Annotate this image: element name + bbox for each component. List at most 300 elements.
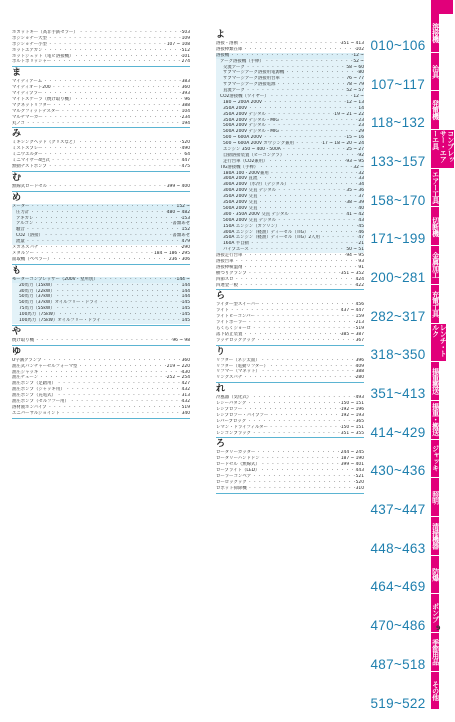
entry-page: 493 [355,395,364,401]
entry-term: リフマー（マネット） [216,369,260,375]
index-entry [12,164,190,170]
page-range-list [366,26,430,722]
dot-leader [101,318,182,324]
entry-page: 25 ~ 27 [346,147,364,153]
index-entry [216,486,364,492]
entry-page: 46 [358,229,364,235]
entry-page: 351 ~ 355 [340,430,364,436]
entry-term: U字溝クランプ [12,357,42,363]
entry-page: 47 [358,235,364,241]
dot-leader [47,184,167,190]
entry-page: 396 [355,357,364,363]
entry-page: 52 ~ [353,58,364,64]
entry-page: 388 [355,369,364,375]
entry-page: 32 ~ [353,164,364,170]
dot-leader [51,59,181,65]
entry-page: 219 ~ 220 [166,363,190,369]
entry-page: 520 [355,479,364,485]
entry-page: 432 [181,398,190,404]
entry-term: 300A 200V 交直 デジタル [223,188,277,194]
index-entry [12,411,190,417]
entry-page: 92 [358,152,364,158]
index-entry [216,283,364,289]
entry-term: 350A 200V 交直 [223,194,258,200]
entry-page: 456 [355,302,364,308]
entry-page: 310 [355,485,364,491]
entry-page: 12 ~ 13 [346,99,364,105]
dot-leader [25,121,182,127]
section-heading: も [12,265,22,276]
entry-term: 焼け取り機 [12,337,34,343]
entry-term: ユニバーサルジョイント [12,410,60,416]
page-number: 9 [436,624,441,632]
entry-page: 33 [358,176,364,182]
entry-page: 340 [181,410,190,416]
entry-term: 流量 [16,239,25,245]
entry-term: 溶材液ホンパイプ [12,404,47,410]
entry-page: 385 ~ 387 [340,331,364,337]
page-range: 437~447 [370,502,426,518]
entry-term: マイティプラー [12,91,43,97]
entry-term: 四連金一板 [216,282,238,288]
entry-page: 159 [355,314,364,320]
category-tab[interactable]: エアー工具 [431,169,439,208]
entry-term: レバーブロック [216,418,247,424]
entry-page: 399 ~ 400 [166,183,190,189]
dot-leader [255,338,355,344]
entry-term: ホットエアガン [12,47,43,53]
entry-page: 34 [358,182,364,188]
entry-term: アーク溶接機（手棒） [220,58,264,64]
entry-term: ボルトポリッシャー [12,59,52,65]
index-entry [216,375,364,381]
entry-term: マルクフィットテスター [12,108,60,114]
dot-leader [247,486,356,492]
entry-term: 油圧式パンチャーセルフォーマ型 [12,363,78,369]
category-tab[interactable]: その他 [431,672,439,711]
entry-term: パイプエース [223,247,249,253]
entry-page: 427 [181,381,190,387]
entry-term: 交流アーク [223,64,245,70]
entry-term: 100馬力（75kW）オイルフリー・ドライ [19,317,101,323]
entry-term: サブマージアーク溶接電源 [223,82,276,88]
entry-term: 30馬力（22kW） [19,288,55,294]
entry-page: 38 ~ 39 [346,200,364,206]
entry-term: CO2（溶接） [16,233,43,239]
entry-term: マグネットリフター [12,102,52,108]
entry-term: 350A 200V デジタル・MIG [223,117,279,123]
entry-term: 横つりクランプ [216,270,247,276]
entry-term: 油圧ポンプ（セルフフー用） [12,398,69,404]
entry-term: ラッチロッククック [216,337,256,343]
category-tab[interactable]: 治具 [431,53,439,92]
entry-term: 150A エンジン（ガソリン） [223,223,280,229]
entry-page: 490 [181,146,190,152]
entry-page: 520 [181,140,190,146]
entry-page: 35 ~ 36 [346,188,364,194]
entry-page: 409 [355,363,364,369]
entry-term: 溶接台車 [216,258,234,264]
entry-term: ホットジェット（電ビ溶接機） [12,53,74,59]
category-tab[interactable]: 照明 [431,478,439,517]
index-entry [12,59,190,65]
entry-term: ミニウエルダー [12,152,43,158]
entry-term: ロボット掃除機 [216,485,247,491]
section-heading: ゆ [12,346,22,357]
index-entry [12,257,190,263]
entry-page: 475 [181,164,190,170]
entry-page: 145 [181,312,190,318]
entry-page: 104 [181,108,190,114]
entry-page: 365 [355,418,364,424]
dot-leader [238,283,356,289]
dot-leader [47,164,182,170]
top-tab-strip [431,0,453,14]
entry-page: 152 [181,227,190,233]
entry-term: ライトビーコンバー [216,314,255,320]
entry-page: 430 [181,369,190,375]
dot-leader [242,375,355,381]
category-tab[interactable]: ジャッキ [431,440,439,479]
section-divider [216,345,364,346]
entry-page: 150 ~ 151 [340,424,364,430]
entry-page: 252 ~ 254 [166,375,190,381]
section-heading: め [12,192,22,203]
entry-page: 432 [181,387,190,393]
entry-page: 236・306 [168,256,190,262]
index-entry [216,431,364,437]
entry-term: 75馬力（55kW） [19,306,55,312]
entry-term: 300A 200V（水冷）（デジタル） [223,182,289,188]
entry-page: 41 ~ 42 [346,211,364,217]
entry-term: リフター（ネジ太面） [216,357,260,363]
entry-term: 溶接走行台車 [216,253,243,259]
entry-page: 91 [358,264,364,270]
entry-page: 40 [358,205,364,211]
entry-page: 96 ~ 98 [172,337,190,343]
entry-term: ロードセル（無線式） [216,462,260,468]
entry-page: 107 ~ 108 [166,41,190,47]
page-range: 200~281 [370,269,426,285]
entry-term: 溶接棒類在庫 [216,46,243,52]
category-tab[interactable]: 切断機 [431,207,439,246]
entry-page: 書類あせ [172,221,190,227]
index-column-left [12,30,190,420]
entry-term: ライダー型スイーパー [216,302,260,308]
entry-page: 480 ~ 482 [166,209,190,215]
entry-term: レマン・ドライフィルター [216,424,268,430]
entry-term: 500A 200V デジタル・MIG [223,129,279,135]
entry-page: 274 [181,59,190,65]
section-heading: む [12,172,22,183]
entry-term: マイトスケーラ（焼け取り機） [12,97,74,103]
entry-page: 424 [355,276,364,282]
entry-term: ロータリーハンドドン [216,456,260,462]
entry-term: 180A 100・200V兼用 [223,170,269,176]
category-tab[interactable]: コンプレッサー・エアーエ具 [431,130,454,169]
page-range: 318~350 [370,347,426,363]
entry-page: 422 [355,282,364,288]
section-divider [12,127,190,128]
entry-page: 290 [181,245,190,251]
entry-term: 500 ~ 600A 200V ガウジング兼用 [223,141,294,147]
page-range: 158~170 [370,192,426,208]
entry-page: 519 [181,404,190,410]
entry-page: 80 [358,70,364,76]
entry-term: 自動溶接装置（ビーコンクラ） [223,152,285,158]
entry-term: 油圧チェーン [12,375,39,381]
entry-page: 512 [181,47,190,53]
page-range: 171~199 [370,231,426,247]
page-range: 351~413 [370,386,426,402]
entry-term: 騒音 [16,227,25,233]
category-tab[interactable]: 揚重・搬送 [431,401,439,440]
entry-page: 479 [181,239,190,245]
entry-page: 書類あせ [172,233,190,239]
entry-term: ローラーコンベア [216,474,252,479]
entry-page: 360 [181,357,190,363]
entry-term: ミストスプレー [12,146,43,152]
page-range: 487~518 [370,656,426,672]
entry-term: サブマージアーク溶接用台車 [223,76,280,82]
entry-page: 52 ~ 57 [346,88,364,94]
entry-page: 144 [181,288,190,294]
entry-page: 150 ~ 151 [340,401,364,407]
entry-term: ライト [216,308,230,314]
section-divider [12,325,190,326]
section-heading: よ [216,30,226,40]
entry-term: サブマージアーク溶接用電源機 [223,70,285,76]
entry-page: 213 [355,320,364,326]
entry-page: 393 [181,91,190,97]
section-divider [12,171,190,172]
entry-term: メタルソー [12,250,34,256]
page-range: 470~486 [370,618,426,634]
entry-term: モーターコンプレッサー（200V・窒所別） [12,276,98,282]
entry-term: 丸ノコ [12,120,25,126]
entry-term: 溶接・溶断 [216,41,238,46]
entry-term: ボジショナー大型 [12,35,47,41]
entry-page: 93 ~ 95 [346,158,364,164]
category-tab-strip [431,14,453,710]
category-tab[interactable]: 金属加工 [431,246,439,285]
entry-page: 12 ~ [353,52,364,58]
entry-term: ミキシングヘッド（グリスなど） [12,140,78,146]
section-divider [12,418,190,419]
entry-page: 19 ~ 21 ~ 22 [334,111,364,117]
entry-page: 17 ~ 18 ~ 20 ~ 24 [322,141,364,147]
page-range: 414~429 [370,424,426,440]
entry-term: リフター（電動リフター） [216,363,269,369]
dot-leader [52,257,169,263]
entry-term: レンコンブラック [216,430,251,436]
entry-term: 300A エンジン（軽油）ディーゼル（TIG） [223,229,309,235]
entry-page: 14 [358,105,364,111]
entry-term: ホカットキー（高非手鉄セラー） [12,30,78,35]
entry-page: 437 ~ 447 [340,308,364,314]
section-heading: み [12,129,22,140]
entry-page: 184 ~ 186・295 [153,250,190,256]
section-heading: ろ [216,439,226,450]
entry-page: 23 [358,123,364,129]
entry-page: 145 [181,300,190,306]
entry-page: 244 ~ 245 [340,450,364,456]
entry-term: 圧力計 [16,209,30,215]
category-tab[interactable]: ポンプ [431,594,439,633]
entry-page: 383 [181,79,190,85]
entry-page: 58 ~ 60 [346,64,364,70]
entry-term: 無動ナストポンプ [12,164,47,170]
entry-term: 無線式ロードセル [12,183,47,189]
entry-term: 500A 200V 交直 デジタル [223,217,277,223]
entry-term: ローロックック [216,479,247,485]
entry-term: マルチマーカー [12,114,43,120]
dot-leader [60,411,182,417]
entry-page: 15 ~ 16 [346,135,364,141]
section-heading: ま [12,68,22,79]
entry-term: ロータリーカッター [216,450,256,456]
entry-term: ボジショナー小型 [12,41,47,47]
entry-page: 152 ~ [176,203,190,209]
section-divider [216,289,364,290]
page-range: 519~522 [370,695,426,711]
entry-page: 145 [181,317,190,323]
entry-term: 20馬力（15kW） [19,282,55,288]
section-divider [216,382,364,383]
index-entry [12,121,190,127]
entry-page: 388 [181,102,190,108]
entry-page: 76 ~ 77 [346,76,364,82]
entry-term: らくらくジョーロ [216,325,252,331]
entry-term: メガネスパナ [12,245,39,251]
entry-page: 12 ~ [353,94,364,100]
entry-term: ロープライト（LED） [216,468,260,474]
entry-term: 油圧ジャッキ [12,369,39,375]
entry-page: 93 [358,258,364,264]
entry-term: 冷風器（気化式） [216,395,252,401]
page-range: 430~436 [370,463,426,479]
entry-term: 50馬力（37kW） [19,294,55,300]
section-heading: り [216,346,226,357]
page-range: 010~106 [370,37,426,53]
dot-leader [34,338,172,344]
section-divider [216,493,364,494]
category-tab[interactable]: 防爆 [431,556,439,595]
entry-term: CO2溶接機（ワイヤー） [220,94,269,100]
page-range: 464~469 [370,579,426,595]
entry-term: 油圧ポンプ（充電式） [12,393,56,399]
entry-page: 192 ~ 196 [340,406,364,412]
entry-page: 43 [358,217,364,223]
entry-term: 落下防止装置 [216,331,243,337]
entry-term: 500 ~ 600A 200V [223,135,263,141]
entry-page: 96 [184,97,190,103]
entry-page: 144 [181,294,190,300]
entry-page: 64 [184,152,190,158]
section-divider [216,437,364,438]
entry-page: 153 [181,215,190,221]
section-divider [12,66,190,67]
index-entry [216,338,364,344]
entry-term: 350A エンジン（軽油）ディーゼル（TIG）2人用 [223,235,320,241]
entry-term: リングスパナ [216,375,243,381]
entry-term: 溶接棒検温剤 [216,264,243,270]
category-tab[interactable]: 発電機 [431,91,439,130]
category-tab[interactable]: 季節用品 [431,633,439,672]
section-heading: や [12,326,22,337]
entry-term: 350A 200V デジタル [223,111,266,117]
entry-page: 351 ~ 413 [340,41,364,46]
entry-page: 144 ~ [176,276,190,282]
category-tab[interactable]: 揚重搬送 [431,362,439,401]
entry-term: 180 ~ 200A 200V [223,99,263,105]
category-tab[interactable]: レンチ・トルク [431,324,446,363]
entry-page: 521 [355,474,364,479]
entry-term: ミニマイザー4色式 [12,158,50,164]
section-divider [12,264,190,265]
entry-term: 直流アーク [223,88,245,94]
entry-page: 367 [355,337,364,343]
category-tab[interactable]: 溶接機 [431,14,439,53]
index-entry [12,184,190,190]
entry-page: 351 ~ 352 [340,270,364,276]
entry-page: 32 [358,170,364,176]
entry-page: 45 [358,223,364,229]
entry-page: 94 ~ 95 [346,253,364,259]
entry-page: 280 [355,375,364,381]
entry-page: 187 ~ 190 [340,456,364,462]
entry-page: 399 ~ 401 [340,462,364,468]
page-range: 133~157 [370,153,426,169]
index-entry [12,318,190,324]
category-tab[interactable]: 充電工具 [431,285,439,324]
entry-term: 500A 200V デジタル [223,123,266,129]
entry-term: ライトボーラー [216,320,247,326]
section-heading: ら [216,291,226,302]
category-tab[interactable]: 清掃機器 [431,517,439,556]
entry-term: レシーバタンク [216,401,247,407]
entry-page: 447 [181,158,190,164]
entry-page: 313 [181,393,190,399]
entry-page: 234 [181,114,190,120]
entry-page: 78 ~ 79 [346,82,364,88]
entry-page: 109 [181,35,190,41]
entry-term: 300A 200V 直流 [223,176,258,182]
section-heading: れ [216,384,226,395]
entry-term: エンジン 350 ~ 400・500A [223,147,281,153]
entry-term: 100馬力（75kW） [19,312,58,318]
entry-term: 溶接機 [216,52,230,58]
entry-term: 500A 200V 交直 [223,205,258,211]
entry-term: 50馬力（37kW）オイルフリー・ドライ [19,300,98,306]
page-range: 118~132 [370,115,426,131]
entry-term: 面取機（ベベラー） [12,256,52,262]
entry-page: 21 [358,241,364,247]
entry-page: 503 [181,30,190,35]
entry-term: 油圧ポンプ（ジャッキ用） [12,387,65,393]
entry-page: 50 ~ 51 [346,247,364,253]
entry-page: 102 [355,46,364,52]
entry-term: 走行台車（CO2兼用） [223,158,268,164]
entry-term: アキカレ [16,215,34,221]
entry-term: レシプロソー・パイプソー [216,412,269,418]
entry-page: 101 [181,53,190,59]
dot-leader [251,431,341,437]
entry-page: 360 [181,85,190,91]
entry-term: アルゴン [16,221,34,227]
entry-page: 29 [358,129,364,135]
entry-page: 23 [358,117,364,123]
